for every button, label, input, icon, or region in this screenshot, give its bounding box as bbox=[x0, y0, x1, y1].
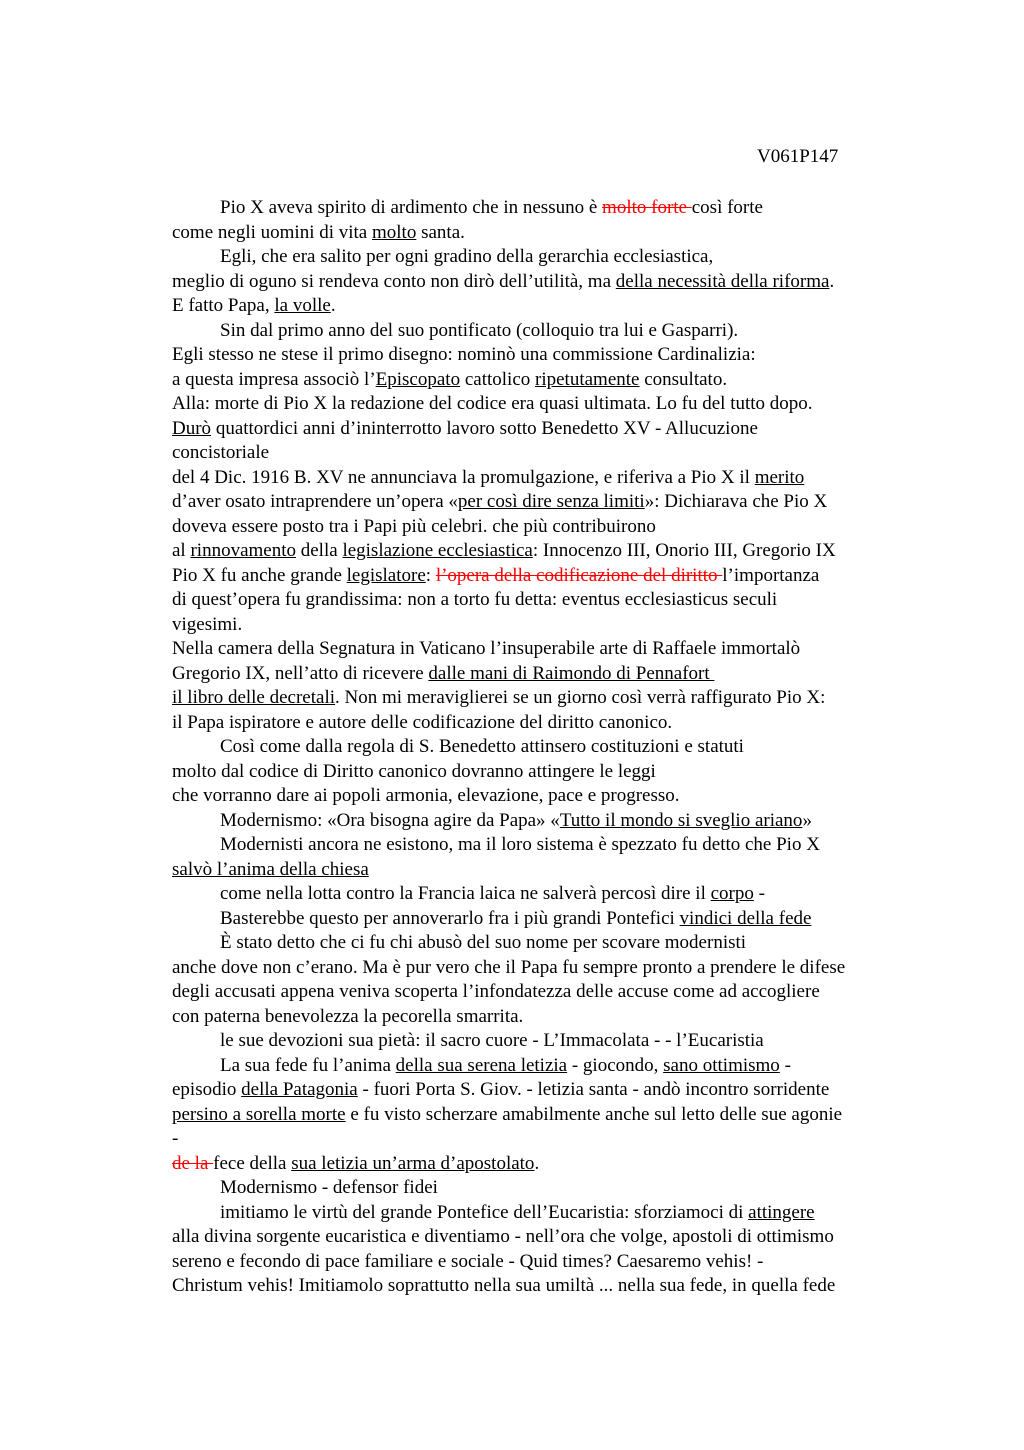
underlined-text: della sua serena letizia bbox=[395, 1054, 568, 1076]
text-run: di quest’opera fu grandissima: non a torto fu detta: eventus ecclesiasticus seculi bbox=[172, 589, 778, 610]
text-run: meglio di oguno si rendeva conto non dirò dell’utilità, ma bbox=[172, 270, 616, 292]
underlined-text: salvò l’anima della chiesa bbox=[172, 858, 369, 880]
text-run: con paterna benevolezza la pecorella smarrita. bbox=[172, 1005, 524, 1027]
text-line bbox=[172, 662, 714, 686]
text-run: E fatto Papa, bbox=[172, 295, 275, 316]
text-line bbox=[220, 882, 765, 906]
underlined-text: sano ottimismo bbox=[663, 1054, 780, 1076]
text-line bbox=[172, 1127, 178, 1151]
text-line bbox=[172, 1152, 539, 1176]
text-run: . bbox=[534, 1152, 540, 1174]
text-run: Modernismo: «Ora bisogna agire da Papa» « bbox=[220, 809, 560, 831]
text-run: imitiamo le virtù del grande Pontefice dell’Eucaristia: sforziamoci di bbox=[220, 1201, 749, 1223]
text-run: Modernismo - defensor fidei bbox=[220, 1177, 438, 1198]
text-line bbox=[172, 980, 820, 1004]
text-line bbox=[172, 784, 680, 808]
text-line bbox=[172, 613, 242, 637]
text-line bbox=[172, 441, 269, 465]
text-run: molto dal codice di Diritto canonico dovranno attingere le leggi bbox=[172, 760, 656, 782]
text-run: - bbox=[172, 1128, 179, 1149]
text-line bbox=[220, 735, 744, 759]
underlined-text: attingere bbox=[748, 1201, 815, 1223]
text-run: che vorranno dare ai popoli armonia, elevazione, pace e progresso. bbox=[172, 785, 680, 806]
text-line bbox=[220, 1054, 791, 1078]
text-run: - bbox=[753, 883, 765, 904]
text-line bbox=[172, 1005, 523, 1029]
underlined-text: il libro delle decretali bbox=[172, 687, 336, 708]
text-line bbox=[172, 956, 845, 980]
text-line bbox=[220, 319, 738, 343]
text-run: anche dove non c’erano. Ma è pur vero che il Papa fu sempre pronto a prendere le difese bbox=[172, 956, 846, 978]
deleted-text: molto forte bbox=[602, 197, 692, 218]
underlined-text: ripetutamente bbox=[535, 368, 640, 390]
underlined-text: della Patagonia bbox=[241, 1079, 358, 1100]
text-run: - bbox=[779, 1054, 791, 1076]
text-run: Pio X aveva spirito di ardimento che in nessuno è bbox=[220, 197, 603, 218]
text-line bbox=[220, 1201, 815, 1225]
text-run: d’aver osato intraprendere un’opera « bbox=[172, 491, 458, 512]
text-run: È stato detto che ci fu chi abusò del suo nome per scovare modernisti bbox=[220, 932, 747, 953]
text-run: Pio X fu anche grande bbox=[172, 564, 347, 586]
text-run: Modernisti ancora ne esistono, ma il loro sistema è spezzato fu detto che Pio X bbox=[220, 834, 820, 855]
underlined-text: corpo bbox=[710, 883, 754, 904]
underlined-text: sua letizia un’arma d’apostolato bbox=[291, 1152, 535, 1174]
underlined-text: persino a sorella morte bbox=[172, 1103, 346, 1125]
text-run: a questa impresa associò l’ bbox=[172, 368, 376, 390]
text-run: del 4 Dic. 1916 B. XV ne annunciava la promulgazione, e riferiva a Pio X il bbox=[172, 466, 755, 488]
text-line bbox=[172, 392, 813, 416]
underlined-text: rinnovamento bbox=[190, 540, 296, 561]
text-run: al bbox=[172, 540, 191, 561]
text-run: Basterebbe questo per annoverarlo fra i più grandi Pontefici bbox=[220, 907, 680, 929]
text-run: quattordici anni d’ininterrotto lavoro sotto Benedetto XV - Allucuzione bbox=[211, 417, 758, 439]
text-line bbox=[172, 515, 656, 539]
text-run: Così come dalla regola di S. Benedetto attinsero costituzioni e statuti bbox=[220, 736, 744, 757]
text-line bbox=[172, 270, 834, 294]
text-run: l’importanza bbox=[722, 564, 820, 586]
text-line bbox=[220, 809, 812, 833]
text-line bbox=[172, 1250, 763, 1274]
text-line bbox=[172, 466, 804, 490]
text-run: come negli uomini di vita bbox=[172, 221, 372, 243]
text-line bbox=[172, 711, 672, 735]
text-line bbox=[172, 564, 819, 588]
text-run: vigesimi. bbox=[172, 613, 243, 635]
text-line bbox=[172, 760, 656, 784]
text-line bbox=[172, 539, 836, 563]
underlined-text: legislatore bbox=[346, 564, 426, 586]
underlined-text: Durò bbox=[172, 417, 212, 439]
underlined-text: Tutto il mondo si sveglio ariano bbox=[559, 809, 803, 831]
underlined-text: per così dire senza limiti bbox=[457, 491, 645, 512]
text-run: : Innocenzo III, Onorio III, Gregorio IX bbox=[532, 540, 836, 561]
text-run: consultato. bbox=[639, 368, 728, 390]
text-line bbox=[220, 833, 820, 857]
text-line bbox=[172, 858, 369, 882]
text-run: . Non mi meraviglierei se un giorno così verrà raffigurato Pio X: bbox=[335, 687, 826, 708]
text-run: così forte bbox=[691, 197, 763, 218]
text-run: . bbox=[330, 295, 336, 316]
text-line bbox=[172, 1225, 834, 1249]
text-run: - giocondo, bbox=[567, 1054, 664, 1076]
text-line bbox=[172, 343, 756, 367]
underlined-text: merito bbox=[754, 466, 805, 488]
text-run: : bbox=[425, 564, 436, 586]
underlined-text: molto bbox=[372, 221, 417, 243]
text-run: come nella lotta contro la Francia laica ne salverà percosì dire il bbox=[220, 883, 711, 904]
text-run: . bbox=[829, 270, 835, 292]
text-run: degli accusati appena veniva scoperta l’infondatezza delle accuse come ad accogliere bbox=[172, 981, 820, 1002]
text-line bbox=[220, 1176, 438, 1200]
text-line bbox=[172, 588, 777, 612]
page-identifier: V061P147 bbox=[757, 146, 839, 167]
text-line bbox=[172, 368, 727, 392]
text-line bbox=[172, 1103, 842, 1127]
text-line bbox=[220, 931, 746, 955]
text-run: - fuori Porta S. Giov. - letizia santa - andò incontro sorridente bbox=[357, 1079, 830, 1100]
text-run: santa. bbox=[416, 221, 465, 243]
deleted-text: de la bbox=[172, 1152, 214, 1174]
underlined-text: legislazione ecclesiastica bbox=[342, 540, 533, 561]
text-run: il Papa ispiratore e autore delle codificazione del diritto canonico. bbox=[172, 711, 673, 733]
text-run: fece della bbox=[213, 1152, 292, 1174]
text-line bbox=[220, 907, 811, 931]
text-run: doveva essere posto tra i Papi più celebri. che più contribuirono bbox=[172, 515, 656, 537]
text-line bbox=[220, 196, 763, 220]
text-run: Sin dal primo anno del suo pontificato (colloquio tra lui e Gasparri). bbox=[220, 319, 739, 341]
text-line bbox=[172, 686, 825, 710]
underlined-text: Episcopato bbox=[375, 368, 461, 390]
underlined-text: dalle mani di Raimondo di Pennafort bbox=[428, 662, 715, 684]
underlined-text: vindici della fede bbox=[679, 907, 812, 929]
text-run: episodio bbox=[172, 1079, 242, 1100]
text-run: Alla: morte di Pio X la redazione del codice era quasi ultimata. Lo fu del tutto dopo. bbox=[172, 393, 813, 414]
text-run: Egli, che era salito per ogni gradino della gerarchia ecclesiastica, bbox=[220, 246, 714, 267]
text-line bbox=[172, 1078, 829, 1102]
text-run: Christum vehis! Imitiamolo soprattutto nella sua umiltà ... nella sua fede, in quella fede bbox=[172, 1275, 836, 1296]
text-line bbox=[172, 417, 758, 441]
text-line bbox=[172, 221, 465, 245]
text-line bbox=[172, 490, 827, 514]
deleted-text: l’opera della codificazione del diritto bbox=[435, 564, 723, 586]
text-run: le sue devozioni sua pietà: il sacro cuore - L’Immacolata - - l’Eucaristia bbox=[220, 1030, 764, 1051]
text-line bbox=[172, 294, 336, 318]
underlined-text: della necessità della riforma bbox=[615, 270, 830, 292]
text-line bbox=[220, 245, 713, 269]
text-run: e fu visto scherzare amabilmente anche sul letto delle sue agonie bbox=[345, 1103, 843, 1125]
text-run: della bbox=[296, 540, 343, 561]
text-run: La sua fede fu l’anima bbox=[220, 1054, 396, 1076]
text-run: cattolico bbox=[460, 368, 536, 390]
text-line bbox=[220, 1029, 764, 1053]
text-line bbox=[172, 637, 800, 661]
text-run: Nella camera della Segnatura in Vaticano l’insuperabile arte di Raffaele immortalò bbox=[172, 638, 801, 659]
text-run: Egli stesso ne stese il primo disegno: nominò una commissione Cardinalizia: bbox=[172, 344, 756, 365]
text-run: »: Dichiarava che Pio X bbox=[644, 491, 828, 512]
text-run: » bbox=[802, 809, 812, 831]
text-line bbox=[172, 1274, 835, 1298]
text-run: Gregorio IX, nell’atto di ricevere bbox=[172, 662, 429, 684]
text-run: sereno e fecondo di pace familiare e sociale - Quid times? Caesaremo vehis! - bbox=[172, 1250, 764, 1272]
text-run: concistoriale bbox=[172, 442, 270, 463]
underlined-text: la volle bbox=[274, 295, 331, 316]
text-run: alla divina sorgente eucaristica e diventiamo - nell’ora che volge, apostoli di ottimismo bbox=[172, 1226, 834, 1247]
